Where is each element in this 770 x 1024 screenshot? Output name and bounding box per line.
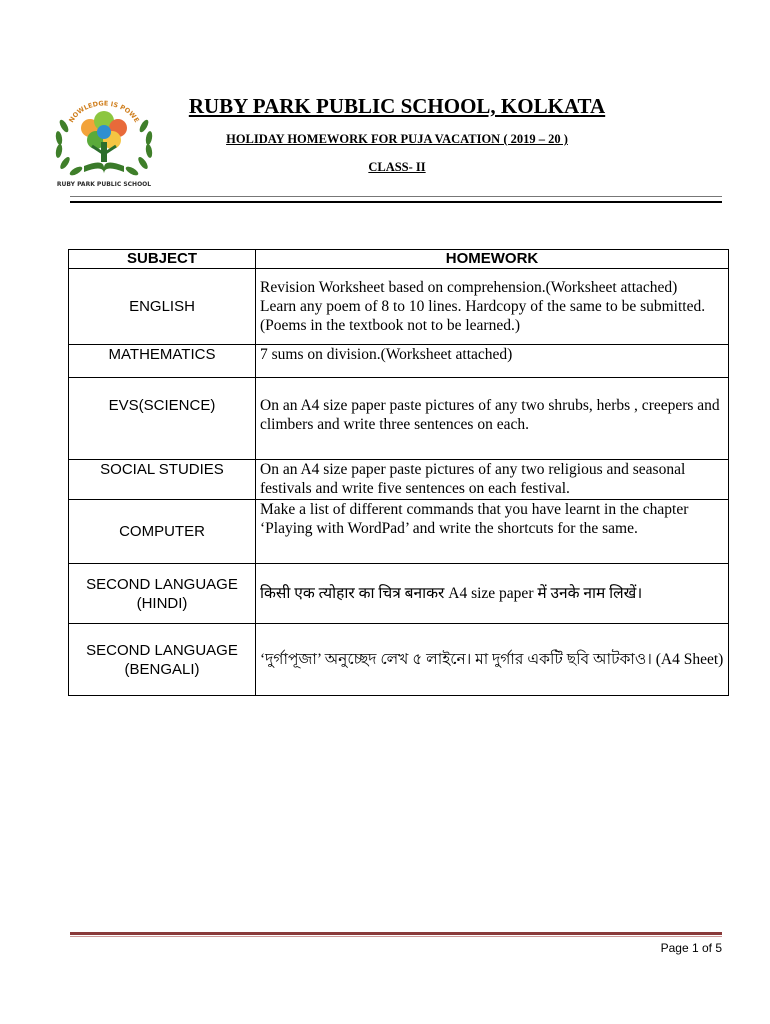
table-row	[69, 269, 729, 345]
homework-table	[68, 249, 729, 696]
subject-cell: SECOND LANGUAGE (HINDI)	[69, 564, 256, 624]
homework-cell: Revision Worksheet based on comprehension.(Worksheet attached) Learn any poem of 8 to 10 lines. Hardcopy of the same to be submitted. (Poems in the textbook not to be learned.)	[256, 269, 729, 345]
page-number: Page 1 of 5	[660, 941, 722, 955]
school-name: RUBY PARK PUBLIC SCHOOL, KOLKATA	[188, 94, 606, 118]
table-row	[69, 460, 729, 500]
homework-cell: किसी एक त्योहार का चित्र बनाकर A4 size paper में उनके नाम लिखें।	[256, 564, 729, 624]
subject-cell: COMPUTER	[69, 500, 256, 564]
footer-divider-light	[70, 936, 722, 937]
header-divider-thin	[70, 196, 722, 197]
logo-arc-text: NOWLEDGE IS POWE	[67, 99, 141, 125]
school-logo	[50, 96, 158, 192]
table-header-row	[69, 250, 729, 269]
homework-column-header: HOMEWORK	[256, 250, 729, 269]
subject-column-header: SUBJECT	[69, 250, 256, 269]
table-row	[69, 564, 729, 624]
subject-cell: MATHEMATICS	[69, 345, 256, 378]
class-label: CLASS- II	[368, 160, 426, 174]
subject-cell: EVS(SCIENCE)	[69, 378, 256, 460]
homework-subtitle: HOLIDAY HOMEWORK FOR PUJA VACATION ( 2019 – 20 )	[226, 132, 568, 146]
logo-text: RUBY PARK PUBLIC SCHOOL	[56, 181, 152, 188]
homework-cell: 7 sums on division.(Worksheet attached)	[256, 345, 729, 378]
subject-cell: ENGLISH	[69, 269, 256, 345]
homework-cell: ‘দুর্গাপূজা’ অনুচ্ছেদ লেখ ৫ লাইনে। মা দুর্গার একটি ছবি আটকাও। (A4 Sheet)	[256, 624, 729, 696]
table-row	[69, 345, 729, 378]
subject-cell: SOCIAL STUDIES	[69, 460, 256, 500]
homework-cell: Make a list of different commands that you have learnt in the chapter ‘Playing with WordPad’ and write the shortcuts for the same.	[256, 500, 729, 564]
table-row	[69, 624, 729, 696]
footer-divider	[70, 932, 722, 935]
header-divider-thick	[70, 201, 722, 203]
homework-cell: On an A4 size paper paste pictures of any two shrubs, herbs , creepers and climbers and write three sentences on each.	[256, 378, 729, 460]
table-row	[69, 378, 729, 460]
table-row	[69, 500, 729, 564]
homework-cell: On an A4 size paper paste pictures of any two religious and seasonal festivals and write five sentences on each festival.	[256, 460, 729, 500]
subject-cell: SECOND LANGUAGE (BENGALI)	[69, 624, 256, 696]
